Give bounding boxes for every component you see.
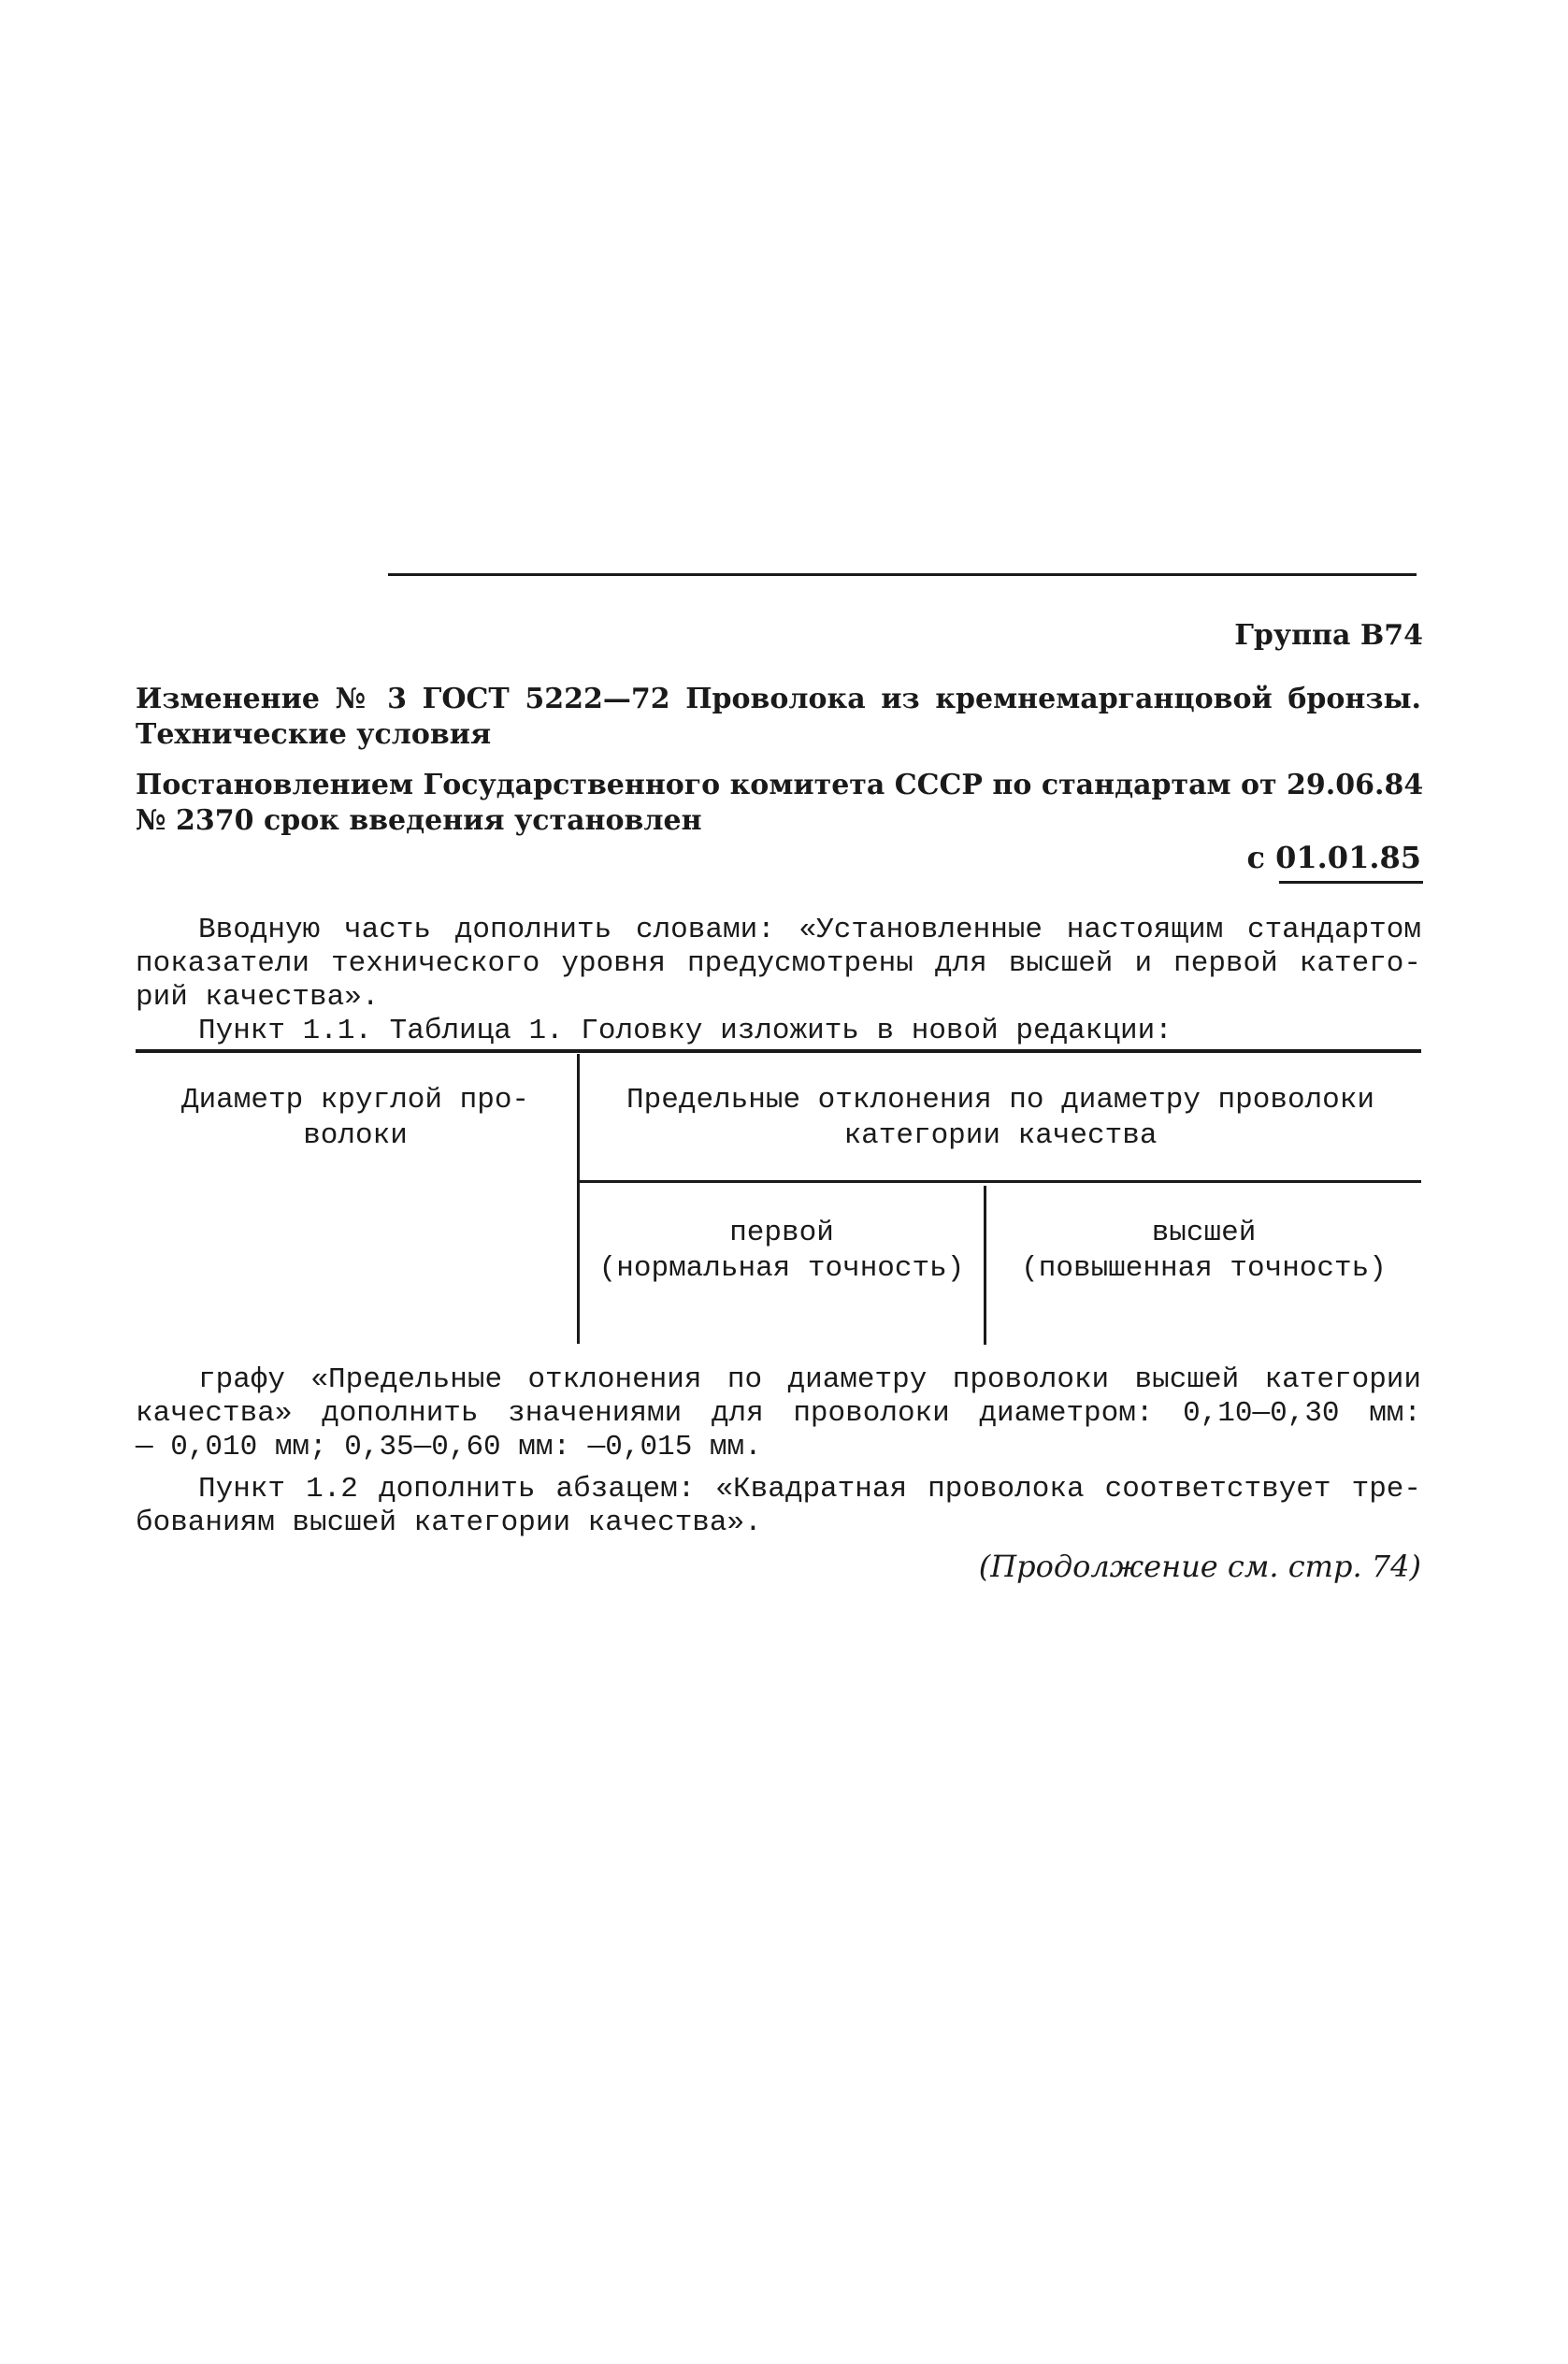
amendment-title-line-2: Технические условия: [136, 718, 492, 751]
table-subcol-first: [580, 1216, 984, 1287]
col-diameter-line-2: волоки: [303, 1119, 408, 1152]
clause-1-1: Пункт 1.1. Таблица 1. Головку изложить в новой редакции:: [198, 1015, 1172, 1047]
resolution-line-2: № 2370 срок введения установлен: [136, 804, 702, 837]
intro-line-2: показатели технического уровня предусмотрены для высшей и первой катего-: [136, 947, 1421, 980]
effective-date-underline: [1279, 881, 1423, 884]
table-subcol-highest: [986, 1216, 1421, 1287]
top-rule: [388, 573, 1417, 576]
subcol-highest-line-2: (повышенная точность): [1021, 1252, 1387, 1285]
clause-1-2-line-2: бованиям высшей категории качества».: [136, 1506, 762, 1539]
graph-line-1: графу «Предельные отклонения по диаметру проволоки высшей категории: [198, 1363, 1421, 1396]
col-group-line-2: категории качества: [843, 1119, 1158, 1152]
amendment-title-line-1: Изменение № 3 ГОСТ 5222—72 Проволока из кремнемарганцовой бронзы.: [136, 683, 1421, 715]
col-group-line-1: Предельные отклонения по диаметру проволоки: [626, 1084, 1374, 1117]
subcol-highest-line-1: высшей: [1151, 1217, 1257, 1249]
col-diameter-line-1: Диаметр круглой про-: [180, 1084, 530, 1117]
table-group-underline: [579, 1180, 1421, 1183]
graph-line-3: — 0,010 мм; 0,35—0,60 мм: —0,015 мм.: [136, 1431, 762, 1463]
table-col-diameter: [136, 1083, 575, 1154]
table-top-rule: [136, 1049, 1421, 1053]
subcol-first-line-2: (нормальная точность): [598, 1252, 965, 1285]
effective-date: с 01.01.85: [1246, 840, 1421, 875]
subcol-first-line-1: первой: [729, 1217, 834, 1249]
resolution-line-1: Постановлением Государственного комитета СССР по стандартам от 29.06.84: [136, 769, 1424, 801]
graph-line-2: качества» дополнить значениями для проволоки диаметром: 0,10—0,30 мм:: [136, 1397, 1421, 1430]
intro-line-1: Вводную часть дополнить словами: «Установленные настоящим стандартом: [198, 914, 1421, 946]
continuation-note: (Продолжение см. стр. 74): [978, 1549, 1421, 1584]
clause-1-2-line-1: Пункт 1.2 дополнить абзацем: «Квадратная проволока соответствует тре-: [198, 1473, 1421, 1506]
intro-line-3: рий качества».: [136, 981, 380, 1014]
table-col-group: [580, 1083, 1421, 1154]
group-label: Группа В74: [1234, 619, 1423, 652]
